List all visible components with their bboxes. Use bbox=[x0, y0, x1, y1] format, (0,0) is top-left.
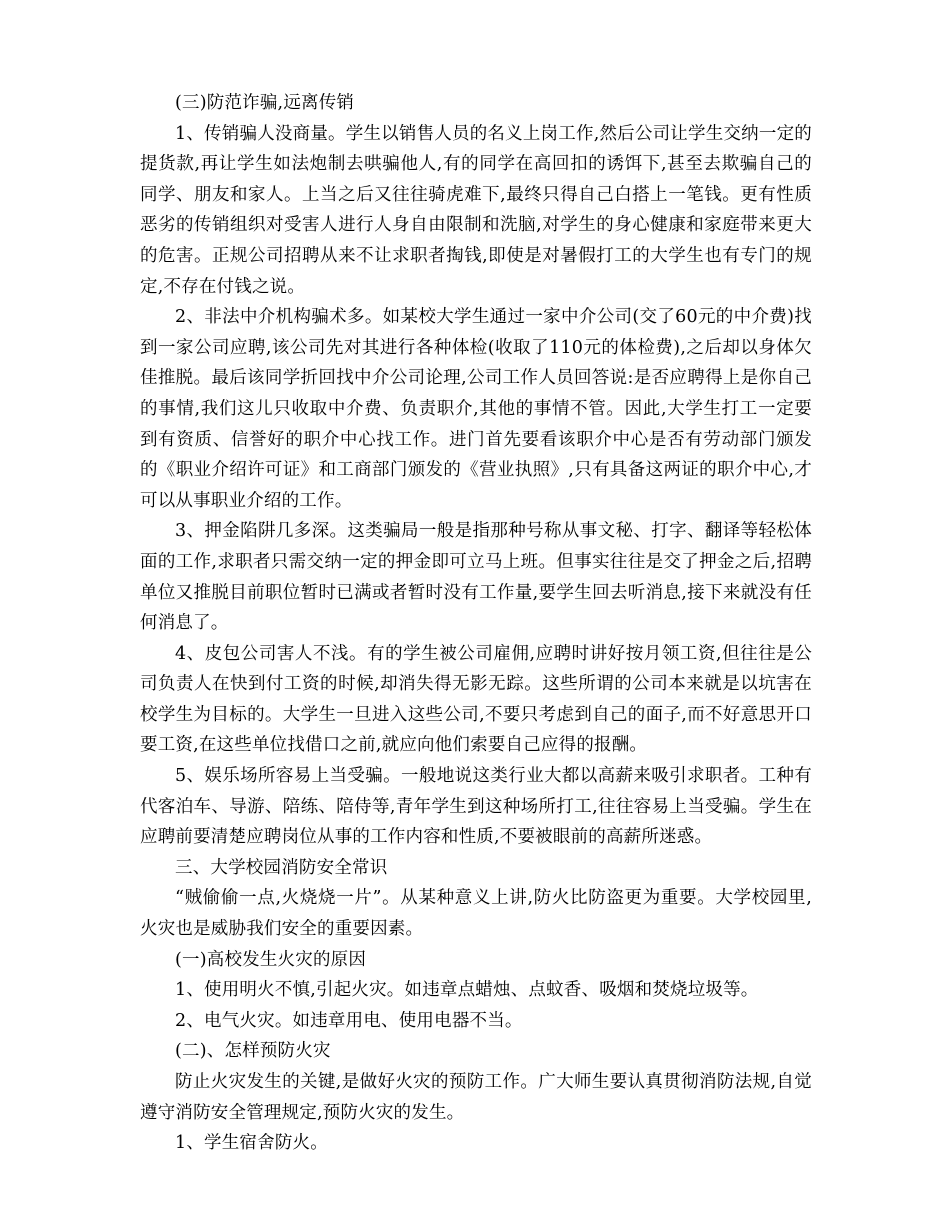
paragraph-electrical-fire: 2、电气火灾。如违章用电、使用电器不当。 bbox=[175, 1010, 523, 1031]
paragraph-entertainment-venues: 5、娱乐场所容易上当受骗。一般地说这类行业大都以高薪来吸引求职者。工种有代客泊车、导游、陪练、陪侍等,青年学生到这种场所打工,往往容易上当受骗。学生在应聘前要清楚应聘岗位从事的工作内容和性质,不要被眼前的高薪所迷惑。 bbox=[140, 766, 812, 848]
paragraph-prevention-key: 防止火灾发生的关键,是做好火灾的预防工作。广大师生要认真贯彻消防法规,自觉遵守消防安全管理规定,预防火灾的发生。 bbox=[140, 1072, 812, 1123]
document-body bbox=[140, 88, 812, 1159]
paragraph-dorm-fire-prevention: 1、学生宿舍防火。 bbox=[175, 1133, 328, 1154]
subheading-fire-prevention: (二)、怎样预防火灾 bbox=[175, 1041, 331, 1062]
paragraph-pyramid-selling: 1、传销骗人没商量。学生以销售人员的名义上岗工作,然后公司让学生交纳一定的提货款,再让学生如法炮制去哄骗他人,有的同学在高回扣的诱饵下,甚至去欺骗自己的同学、朋友和家人。上当之后又往往骑虎难下,最终只得自己白搭上一笔钱。更有性质恶劣的传销组织对受害人进行人身自由限制和洗脑,对学生的身心健康和家庭带来更大的危害。正规公司招聘从来不让求职者掏钱,即使是对暑假打工的大学生也有专门的规定,不存在付钱之说。 bbox=[140, 123, 812, 297]
paragraph-open-flame: 1、使用明火不慎,引起火灾。如违章点蜡烛、点蚊香、吸烟和焚烧垃圾等。 bbox=[175, 980, 759, 1001]
paragraph-illegal-agency: 2、非法中介机构骗术多。如某校大学生通过一家中介公司(交了60元的中介费)找到一家公司应聘,该公司先对其进行各种体检(收取了110元的体检费),之后却以身体欠佳推脱。最后该同学折回找中介公司论理,公司工作人员回答说:是否应聘得上是你自己的事情,我们这儿只收取中介费、负责职介,其他的事情不管。因此,大学生打工一定要到有资质、信誉好的职介中心找工作。进门首先要看该职介中心是否有劳动部门颁发的《职业介绍许可证》和工商部门颁发的《营业执照》,只有具备这两证的职介中心,才可以从事职业介绍的工作。 bbox=[140, 307, 812, 511]
subheading-fire-causes: (一)高校发生火灾的原因 bbox=[175, 949, 367, 970]
section-heading-fraud: (三)防范诈骗,远离传销 bbox=[175, 93, 355, 113]
paragraph-shell-company: 4、皮包公司害人不浅。有的学生被公司雇佣,应聘时讲好按月领工资,但往往是公司负责人在快到付工资的时候,却消失得无影无踪。这些所谓的公司本来就是以坑害在校学生为目标的。大学生一旦进入这些公司,不要只考虑到自己的面子,而不好意思开口要工资,在这些单位找借口之前,就应向他们索要自己应得的报酬。 bbox=[140, 643, 812, 756]
paragraph-fire-intro: “贼偷偷一点,火烧烧一片”。从某种意义上讲,防火比防盗更为重要。大学校园里,火灾也是威胁我们安全的重要因素。 bbox=[140, 888, 812, 940]
paragraph-deposit-trap: 3、押金陷阱几多深。这类骗局一般是指那种号称从事文秘、打字、翻译等轻松体面的工作,求职者只需交纳一定的押金即可立马上班。但事实往往是交了押金之后,招聘单位又推脱目前职位暂时已满或者暂时没有工作量,要学生回去听消息,接下来就没有任何消息了。 bbox=[140, 521, 812, 634]
section-heading-fire-safety: 三、大学校园消防安全常识 bbox=[175, 857, 388, 878]
